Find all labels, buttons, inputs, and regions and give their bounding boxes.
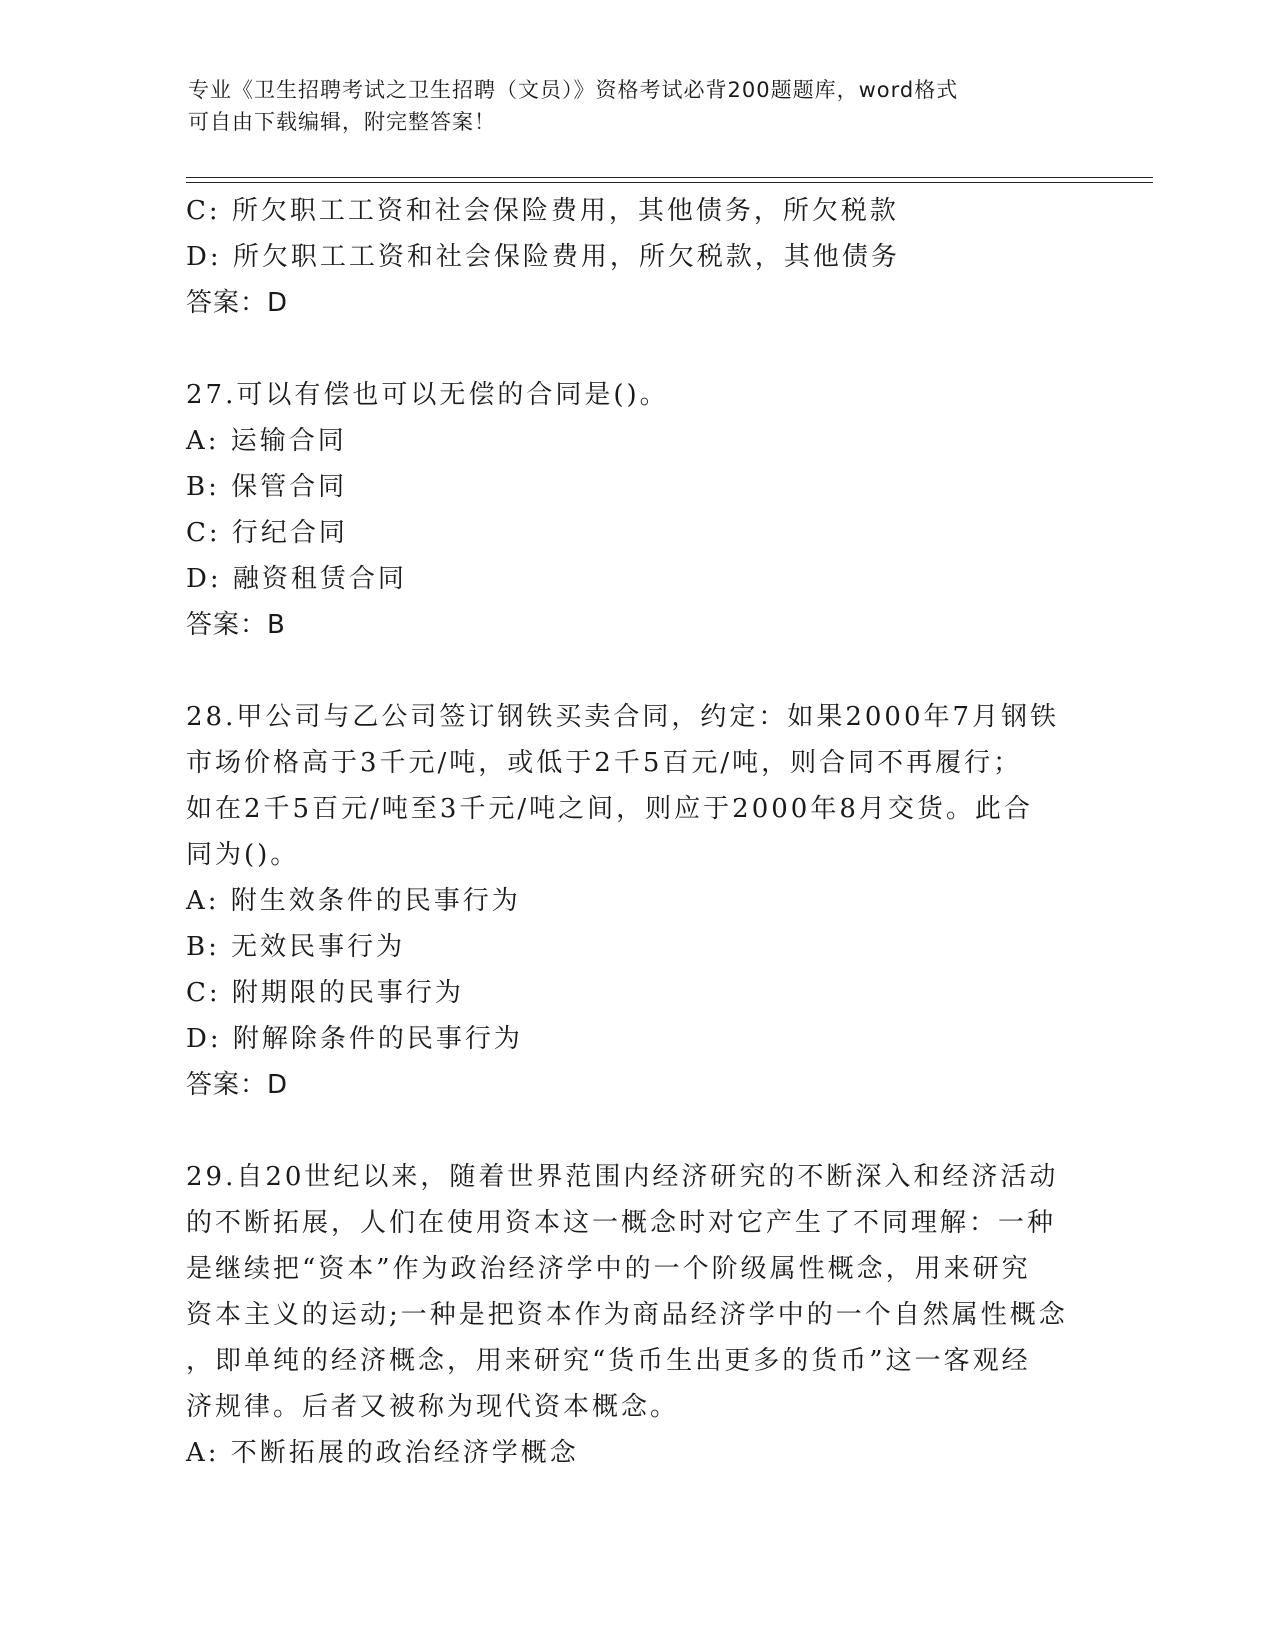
question-stem-line: 29.自20世纪以来，随着世界范围内经济研究的不断深入和经济活动 <box>186 1162 1059 1192</box>
header-divider <box>186 177 1153 183</box>
option-d: D: 所欠职工工资和社会保险费用，所欠税款，其他债务 <box>186 242 900 272</box>
spacer <box>186 326 1086 372</box>
option-b: B: 无效民事行为 <box>186 932 406 962</box>
answer-line: 答案：B <box>186 610 286 640</box>
option-a: A: 运输合同 <box>186 426 347 456</box>
answer-line: 答案：D <box>186 288 289 318</box>
question-stem-line: 济规律。后者又被称为现代资本概念。 <box>186 1392 680 1422</box>
spacer <box>186 648 1086 694</box>
answer-line: 答案：D <box>186 1070 289 1100</box>
question-stem-line: 资本主义的运动;一种是把资本作为商品经济学中的一个自然属性概念 <box>186 1300 1068 1330</box>
question-stem-line: 同为()。 <box>186 840 300 870</box>
question-stem-line: 市场价格高于3千元/吨，或低于2千5百元/吨，则合同不再履行； <box>186 748 1023 778</box>
option-b: B: 保管合同 <box>186 472 348 502</box>
question-27 <box>186 372 1086 648</box>
option-a: A: 不断拓展的政治经济学概念 <box>186 1438 579 1468</box>
spacer <box>186 1108 1086 1154</box>
option-d: D: 融资租赁合同 <box>186 564 407 594</box>
option-d: D: 附解除条件的民事行为 <box>186 1024 523 1054</box>
question-stem-line: 的不断拓展，人们在使用资本这一概念时对它产生了不同理解：一种 <box>186 1208 1057 1238</box>
question-stem-line: 如在2千5百元/吨至3千元/吨之间，则应于2000年8月交货。此合 <box>186 794 1033 824</box>
question-26-tail <box>186 188 1086 326</box>
header-title-line-1: 专业《卫生招聘考试之卫生招聘（文员）》资格考试必背200题题库，word格式 <box>188 78 959 102</box>
option-c: C: 行纪合同 <box>186 518 348 548</box>
option-c: C: 附期限的民事行为 <box>186 978 464 1008</box>
document-body <box>186 188 1086 1476</box>
option-a: A: 附生效条件的民事行为 <box>186 886 521 916</box>
document-header <box>188 74 1088 138</box>
question-28 <box>186 694 1086 1108</box>
question-stem-line: 28.甲公司与乙公司签订钢铁买卖合同，约定：如果2000年7月钢铁 <box>186 702 1060 732</box>
header-title-line-2: 可自由下载编辑，附完整答案！ <box>188 110 496 134</box>
question-stem: 27.可以有偿也可以无偿的合同是()。 <box>186 380 669 410</box>
option-c: C: 所欠职工工资和社会保险费用，其他债务，所欠税款 <box>186 196 899 226</box>
question-stem-line: ，即单纯的经济概念，用来研究“货币生出更多的货币”这一客观经 <box>186 1346 1031 1376</box>
question-29 <box>186 1154 1086 1476</box>
question-stem-line: 是继续把“资本”作为政治经济学中的一个阶级属性概念，用来研究 <box>186 1254 1031 1284</box>
